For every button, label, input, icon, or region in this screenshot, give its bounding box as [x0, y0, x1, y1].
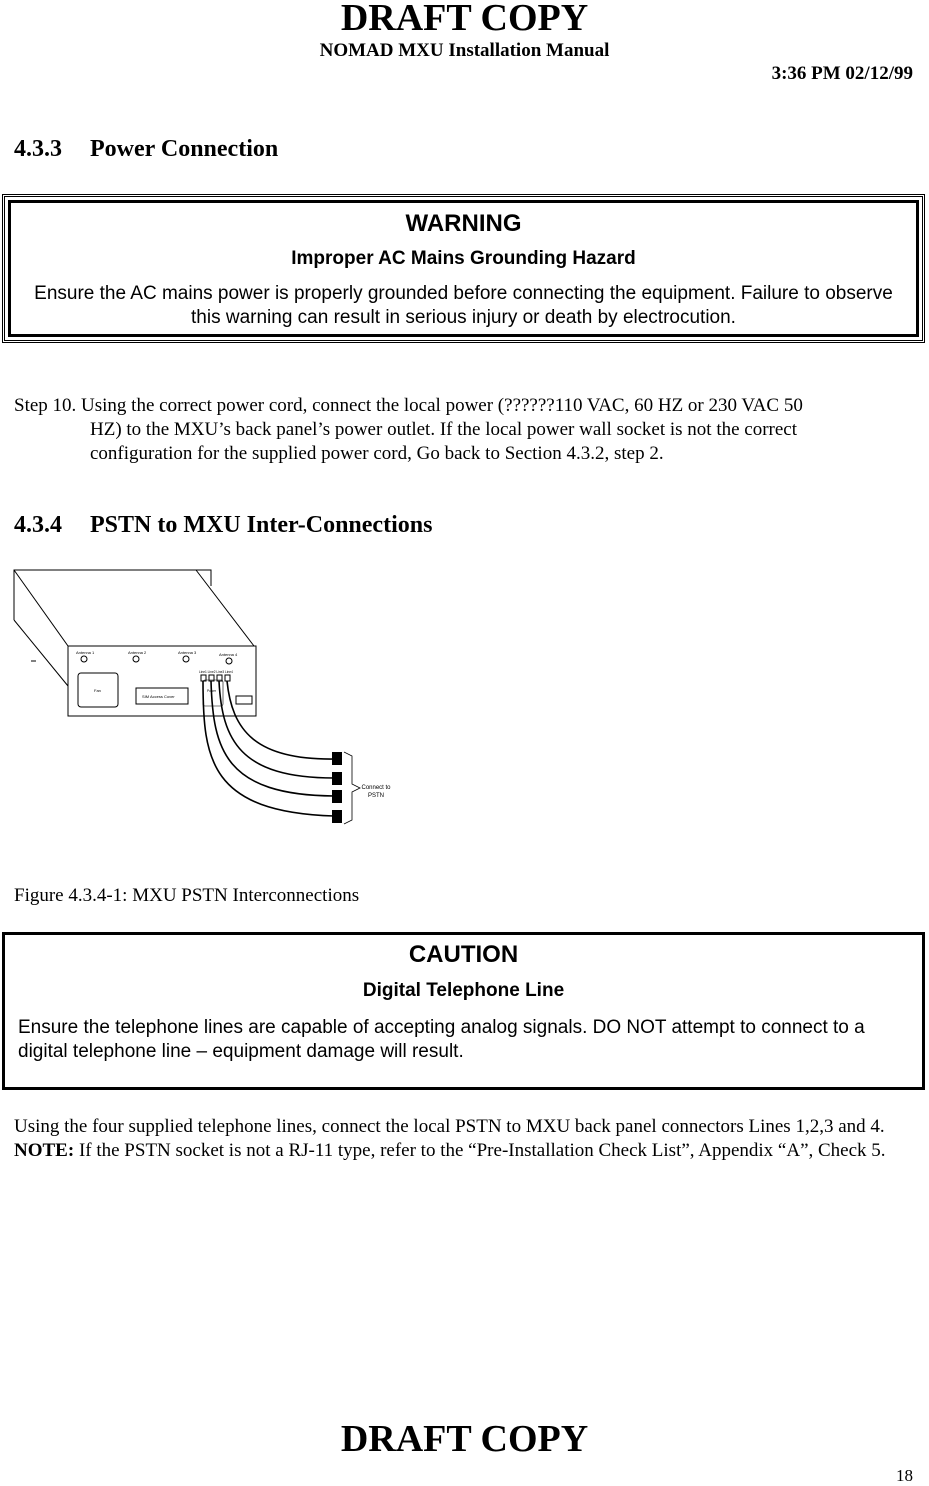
closing-paragraph	[14, 1115, 919, 1163]
manual-title: NOMAD MXU Installation Manual	[319, 40, 610, 61]
antenna-1-label: Antenna 1	[76, 650, 95, 655]
closing-text-2: If the PSTN socket is not a RJ-11 type, refer to the “Pre-Installation Check List”, Appendix “A”, Check 5.	[74, 1140, 886, 1161]
draft-copy-footer: DRAFT COPY	[340, 1418, 589, 1460]
power-label: Power	[207, 689, 217, 693]
figure-caption: Figure 4.3.4-1: MXU PSTN Interconnections	[14, 885, 360, 906]
section-heading-power	[14, 136, 278, 163]
antenna-3-label: Antenna 3	[178, 650, 197, 655]
caution-title: CAUTION	[408, 941, 519, 968]
sim-cover-label: SIM Access Cover	[142, 694, 175, 699]
page-number: 18	[896, 1466, 913, 1485]
pstn-brace	[344, 752, 360, 824]
step-line-2: HZ) to the MXU’s back panel’s power outlet. If the local power wall socket is not the correct	[90, 419, 798, 440]
warning-subtitle: Improper AC Mains Grounding Hazard	[291, 248, 636, 269]
chassis-right-edge	[196, 570, 254, 646]
draft-copy-header: DRAFT COPY	[340, 0, 589, 39]
caution-subtitle: Digital Telephone Line	[362, 980, 565, 1001]
rj11-plug-3	[332, 772, 342, 785]
caution-box	[2, 932, 925, 1090]
chassis-top-outline	[14, 570, 211, 620]
note-label: NOTE:	[14, 1140, 75, 1161]
section-number: 4.3.4	[14, 512, 62, 538]
lines-label: Line1 Line2 Line3 Line4	[199, 670, 233, 674]
connect-pstn-label-1: Connect to	[361, 785, 391, 791]
rj11-plug-1	[332, 810, 342, 823]
step-label: Step 10.	[14, 395, 77, 416]
antenna-connector-4	[226, 658, 232, 664]
step-line-1: Using the correct power cord, connect the local power (??????110 VAC, 60 HZ or 230 VAC 50	[81, 395, 803, 416]
panel-switch	[236, 696, 252, 704]
warning-text: Ensure the AC mains power is properly grounded before connecting the equipment. Failure to observe this warning can result in serious injury or death by electrocution.	[34, 283, 893, 328]
line-jack-4	[225, 675, 230, 681]
rj11-plug-2	[332, 790, 342, 803]
antenna-connector-1	[81, 656, 87, 662]
section-heading-pstn	[14, 512, 432, 539]
cable-line-4	[227, 681, 334, 759]
antenna-connector-2	[133, 656, 139, 662]
warning-title: WARNING	[405, 210, 522, 237]
section-title: Power Connection	[90, 136, 279, 162]
fan-label: Fan	[94, 688, 101, 693]
antenna-4-label: Antenna 4	[219, 652, 238, 657]
warning-box	[2, 194, 925, 343]
step-10	[14, 394, 904, 466]
timestamp: 3:36 PM 02/12/99	[771, 63, 913, 84]
step-line-3: configuration for the supplied power cord, Go back to Section 4.3.2, step 2.	[90, 443, 664, 464]
mxu-pstn-diagram	[0, 560, 420, 840]
connect-pstn-label-2: PSTN	[367, 793, 385, 799]
section-title: PSTN to MXU Inter-Connections	[90, 512, 433, 538]
chassis-bottom-edge	[14, 620, 68, 686]
caution-text: Ensure the telephone lines are capable of accepting analog signals. DO NOT attempt to connect to a digital telephone line – equipment damage will result.	[18, 1017, 865, 1062]
closing-text-1: Using the four supplied telephone lines, connect the local PSTN to MXU back panel connectors Lines 1,2,3 and 4.	[14, 1116, 885, 1137]
antenna-2-label: Antenna 2	[128, 650, 147, 655]
chassis-left-edge	[14, 570, 68, 646]
antenna-connector-3	[183, 656, 189, 662]
rj11-plug-4	[332, 752, 342, 765]
section-number: 4.3.3	[14, 136, 62, 162]
